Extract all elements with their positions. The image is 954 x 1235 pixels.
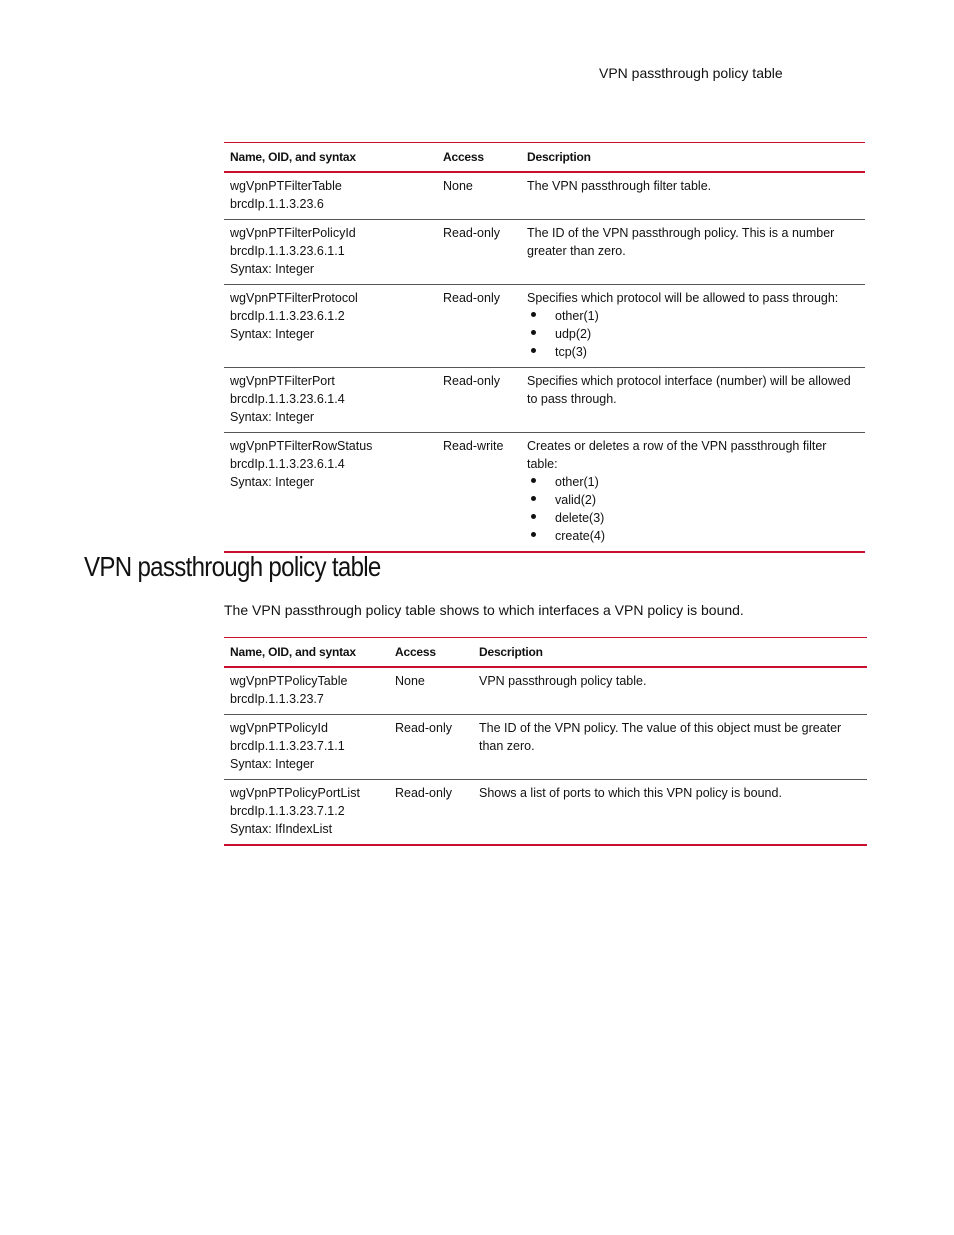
value-list xyxy=(527,473,859,545)
cell-name-oid-syntax xyxy=(224,172,437,220)
description-text: The VPN passthrough filter table. xyxy=(527,179,712,193)
description-text: VPN passthrough policy table. xyxy=(479,674,647,688)
object-oid: brcdIp.1.1.3.23.6.1.4 xyxy=(230,392,345,406)
object-oid: brcdIp.1.1.3.23.6.1.2 xyxy=(230,309,345,323)
object-name: wgVpnPTFilterProtocol xyxy=(230,291,358,305)
object-syntax: Syntax: Integer xyxy=(230,327,315,341)
cell-access: Read-only xyxy=(437,285,521,368)
running-header: VPN passthrough policy table xyxy=(599,65,783,81)
description-text: The ID of the VPN policy. The value of this object must be greater than zero. xyxy=(479,721,842,753)
cell-name-oid-syntax xyxy=(224,368,437,433)
object-name: wgVpnPTFilterRowStatus xyxy=(230,439,373,453)
cell-access: None xyxy=(437,172,521,220)
object-syntax: Syntax: Integer xyxy=(230,262,315,276)
table-row xyxy=(224,715,867,780)
section-title: VPN passthrough policy table xyxy=(84,551,381,582)
cell-name-oid-syntax xyxy=(224,667,389,715)
object-name: wgVpnPTPolicyPortList xyxy=(230,786,360,800)
cell-name-oid-syntax xyxy=(224,780,389,846)
column-header-description: Description xyxy=(521,143,865,173)
cell-name-oid-syntax xyxy=(224,220,437,285)
value-list-item: other(1) xyxy=(527,473,859,491)
column-header-access: Access xyxy=(389,638,473,668)
table-row xyxy=(224,667,867,715)
object-oid: brcdIp.1.1.3.23.7 xyxy=(230,692,324,706)
table-row xyxy=(224,433,865,553)
value-list-item: valid(2) xyxy=(527,491,859,509)
description-text: Creates or deletes a row of the VPN passthrough filter table: xyxy=(527,439,827,471)
value-list-item: udp(2) xyxy=(527,325,859,343)
filter-table xyxy=(224,142,865,553)
value-list-item: delete(3) xyxy=(527,509,859,527)
object-oid: brcdIp.1.1.3.23.7.1.1 xyxy=(230,739,345,753)
table-row xyxy=(224,368,865,433)
value-list-item: create(4) xyxy=(527,527,859,545)
description-text: Specifies which protocol interface (number) will be allowed to pass through. xyxy=(527,374,851,406)
description-text: Shows a list of ports to which this VPN policy is bound. xyxy=(479,786,782,800)
object-name: wgVpnPTPolicyTable xyxy=(230,674,348,688)
object-oid: brcdIp.1.1.3.23.6.1.1 xyxy=(230,244,345,258)
table-row xyxy=(224,285,865,368)
column-header-name: Name, OID, and syntax xyxy=(224,638,389,668)
table-header-row xyxy=(224,143,865,173)
cell-access: Read-write xyxy=(437,433,521,553)
value-list-item: tcp(3) xyxy=(527,343,859,361)
cell-description xyxy=(521,368,865,433)
cell-description xyxy=(521,433,865,553)
object-syntax: Syntax: Integer xyxy=(230,475,315,489)
cell-name-oid-syntax xyxy=(224,715,389,780)
policy-table xyxy=(224,637,867,846)
object-name: wgVpnPTPolicyId xyxy=(230,721,328,735)
cell-name-oid-syntax xyxy=(224,433,437,553)
object-oid: brcdIp.1.1.3.23.6.1.4 xyxy=(230,457,345,471)
column-header-access: Access xyxy=(437,143,521,173)
object-syntax: Syntax: Integer xyxy=(230,757,315,771)
object-syntax: Syntax: IfIndexList xyxy=(230,822,333,836)
column-header-name: Name, OID, and syntax xyxy=(224,143,437,173)
table-row xyxy=(224,172,865,220)
cell-access: Read-only xyxy=(437,368,521,433)
object-oid: brcdIp.1.1.3.23.7.1.2 xyxy=(230,804,345,818)
cell-access: Read-only xyxy=(437,220,521,285)
cell-description xyxy=(521,220,865,285)
value-list xyxy=(527,307,859,361)
cell-description xyxy=(473,780,867,846)
object-name: wgVpnPTFilterTable xyxy=(230,179,342,193)
cell-access: Read-only xyxy=(389,780,473,846)
cell-name-oid-syntax xyxy=(224,285,437,368)
object-name: wgVpnPTFilterPort xyxy=(230,374,335,388)
cell-description xyxy=(521,172,865,220)
description-text: Specifies which protocol will be allowed to pass through: xyxy=(527,291,839,305)
cell-access: None xyxy=(389,667,473,715)
cell-access: Read-only xyxy=(389,715,473,780)
value-list-item: other(1) xyxy=(527,307,859,325)
column-header-description: Description xyxy=(473,638,867,668)
description-text: The ID of the VPN passthrough policy. This is a number greater than zero. xyxy=(527,226,835,258)
table-row xyxy=(224,220,865,285)
table-row xyxy=(224,780,867,846)
object-oid: brcdIp.1.1.3.23.6 xyxy=(230,197,324,211)
object-name: wgVpnPTFilterPolicyId xyxy=(230,226,356,240)
table-header-row xyxy=(224,638,867,668)
section-intro: The VPN passthrough policy table shows to which interfaces a VPN policy is bound. xyxy=(224,602,744,618)
cell-description xyxy=(473,715,867,780)
object-syntax: Syntax: Integer xyxy=(230,410,315,424)
cell-description xyxy=(521,285,865,368)
cell-description xyxy=(473,667,867,715)
